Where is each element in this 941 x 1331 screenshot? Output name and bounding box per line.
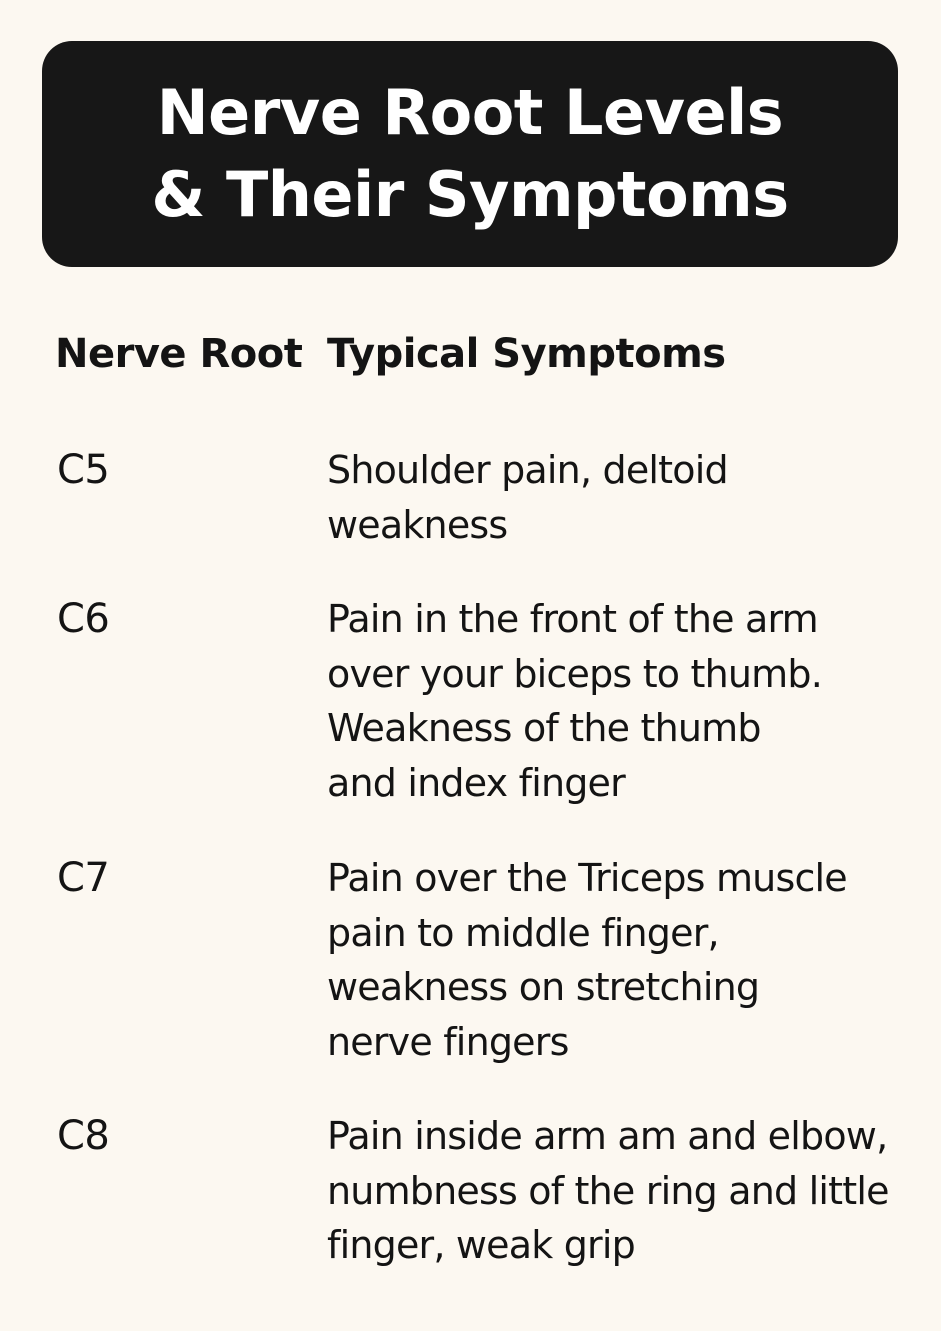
column-header-typical-symptoms: Typical Symptoms bbox=[327, 331, 726, 377]
symptoms-cell bbox=[327, 443, 927, 552]
symptom-line: finger, weak grip bbox=[327, 1223, 635, 1267]
symptoms-cell bbox=[327, 592, 927, 810]
symptom-line: Pain in the front of the arm bbox=[327, 597, 818, 641]
symptom-line: Weakness of the thumb bbox=[327, 706, 761, 750]
symptom-line: weakness on stretching bbox=[327, 965, 760, 1009]
nerve-root-cell: C7 bbox=[57, 855, 110, 901]
symptom-line: nerve fingers bbox=[327, 1019, 569, 1064]
symptom-line: over your biceps to thumb. bbox=[327, 651, 823, 696]
symptom-line: Pain over the Triceps muscle bbox=[327, 856, 847, 900]
symptoms-cell bbox=[327, 851, 927, 1069]
nerve-root-cell: C8 bbox=[57, 1113, 110, 1159]
title-line-1: Nerve Root Levels bbox=[156, 76, 784, 149]
table-header bbox=[0, 326, 941, 386]
page-title bbox=[151, 72, 788, 236]
symptoms-cell bbox=[327, 1109, 927, 1273]
symptom-line: pain to middle finger, bbox=[327, 910, 719, 955]
symptom-line: numbness of the ring and little bbox=[327, 1168, 889, 1213]
symptom-line: and index finger bbox=[327, 760, 625, 805]
title-banner bbox=[42, 41, 898, 267]
symptom-line: Pain inside arm am and elbow, bbox=[327, 1114, 888, 1158]
column-header-nerve-root: Nerve Root bbox=[55, 331, 303, 377]
nerve-root-cell: C5 bbox=[57, 447, 110, 493]
symptom-line: weakness bbox=[327, 502, 508, 547]
symptom-line: Shoulder pain, deltoid bbox=[327, 448, 728, 492]
nerve-root-cell: C6 bbox=[57, 596, 110, 642]
title-line-2: & Their Symptoms bbox=[151, 158, 789, 231]
